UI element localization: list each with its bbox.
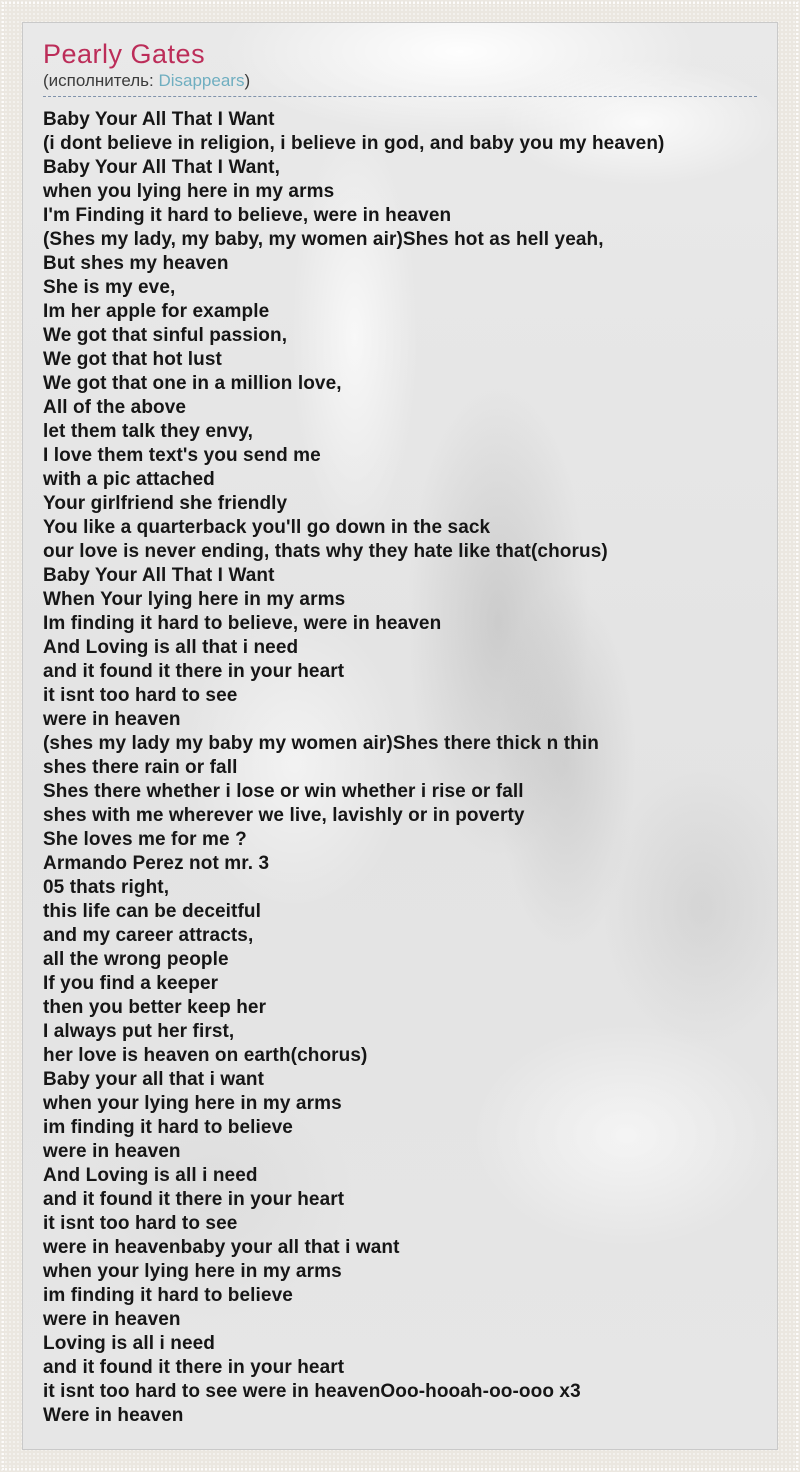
lyric-line: Im her apple for example bbox=[43, 301, 270, 322]
lyric-line: all the wrong people bbox=[43, 949, 229, 970]
lyric-line: our love is never ending, thats why they hate like that(chorus) bbox=[43, 541, 608, 562]
lyric-line: Im finding it hard to believe, were in heaven bbox=[43, 613, 442, 634]
lyric-line: I'm Finding it hard to believe, were in heaven bbox=[43, 205, 452, 226]
lyric-line: were in heaven bbox=[43, 709, 181, 730]
lyric-line: im finding it hard to believe bbox=[43, 1285, 293, 1306]
lyric-line: and it found it there in your heart bbox=[43, 1357, 345, 1378]
artist-link[interactable]: Disappears bbox=[158, 71, 245, 90]
lyric-line: Baby Your All That I Want bbox=[43, 109, 275, 130]
lyric-line: when you lying here in my arms bbox=[43, 181, 335, 202]
lyric-line: But shes my heaven bbox=[43, 253, 229, 274]
lyric-line: shes there rain or fall bbox=[43, 757, 238, 778]
lyric-line: this life can be deceitful bbox=[43, 901, 261, 922]
lyric-line: She loves me for me ? bbox=[43, 829, 247, 850]
lyric-line: with a pic attached bbox=[43, 469, 215, 490]
lyric-line: Baby your all that i want bbox=[43, 1069, 265, 1090]
lyric-line: We got that hot lust bbox=[43, 349, 222, 370]
lyric-line: Loving is all i need bbox=[43, 1333, 215, 1354]
lyric-line: Were in heaven bbox=[43, 1405, 184, 1426]
lyrics-block bbox=[43, 108, 757, 1428]
lyric-line: were in heaven bbox=[43, 1309, 181, 1330]
lyric-line: Armando Perez not mr. 3 bbox=[43, 853, 270, 874]
artist-suffix-label: ) bbox=[244, 71, 251, 90]
lyric-line: And Loving is all i need bbox=[43, 1165, 258, 1186]
lyric-line: im finding it hard to believe bbox=[43, 1117, 293, 1138]
lyric-line: when your lying here in my arms bbox=[43, 1261, 342, 1282]
lyric-line: let them talk they envy, bbox=[43, 421, 254, 442]
lyric-line: then you better keep her bbox=[43, 997, 267, 1018]
lyric-line: it isnt too hard to see bbox=[43, 685, 238, 706]
lyric-line: and it found it there in your heart bbox=[43, 661, 345, 682]
artist-prefix-label: (исполнитель: bbox=[43, 71, 159, 90]
page-title: Pearly Gates bbox=[43, 39, 206, 69]
lyric-line: You like a quarterback you'll go down in the sack bbox=[43, 517, 491, 538]
lyric-line: her love is heaven on earth(chorus) bbox=[43, 1045, 368, 1066]
lyric-line: All of the above bbox=[43, 397, 187, 418]
lyric-line: when your lying here in my arms bbox=[43, 1093, 342, 1114]
lyric-line: (i dont believe in religion, i believe in god, and baby you my heaven) bbox=[43, 133, 665, 154]
lyric-line: Baby Your All That I Want, bbox=[43, 157, 280, 178]
lyric-line: 05 thats right, bbox=[43, 877, 170, 898]
lyric-line: (shes my lady my baby my women air)Shes there thick n thin bbox=[43, 733, 599, 754]
lyric-line: Your girlfriend she friendly bbox=[43, 493, 288, 514]
lyric-line: and my career attracts, bbox=[43, 925, 254, 946]
lyric-line: When Your lying here in my arms bbox=[43, 589, 346, 610]
lyric-line: were in heaven bbox=[43, 1141, 181, 1162]
lyric-line: shes with me wherever we live, lavishly or in poverty bbox=[43, 805, 525, 826]
lyric-line: (Shes my lady, my baby, my women air)Shes hot as hell yeah, bbox=[43, 229, 604, 250]
lyric-line: were in heavenbaby your all that i want bbox=[43, 1237, 400, 1258]
lyric-line: it isnt too hard to see were in heavenOoo-hooah-oo-ooo x3 bbox=[43, 1381, 581, 1402]
card-content bbox=[23, 23, 777, 1428]
lyric-line: I always put her first, bbox=[43, 1021, 235, 1042]
lyric-line: We got that sinful passion, bbox=[43, 325, 288, 346]
lyric-line: She is my eve, bbox=[43, 277, 176, 298]
lyric-line: I love them text's you send me bbox=[43, 445, 321, 466]
lyric-line: We got that one in a million love, bbox=[43, 373, 342, 394]
lyrics-card bbox=[22, 22, 778, 1450]
lyric-line: it isnt too hard to see bbox=[43, 1213, 238, 1234]
lyric-line: and it found it there in your heart bbox=[43, 1189, 345, 1210]
lyric-line: Shes there whether i lose or win whether i rise or fall bbox=[43, 781, 524, 802]
artist-line bbox=[43, 70, 757, 97]
lyric-line: And Loving is all that i need bbox=[43, 637, 299, 658]
lyric-line: Baby Your All That I Want bbox=[43, 565, 275, 586]
lyric-line: If you find a keeper bbox=[43, 973, 219, 994]
